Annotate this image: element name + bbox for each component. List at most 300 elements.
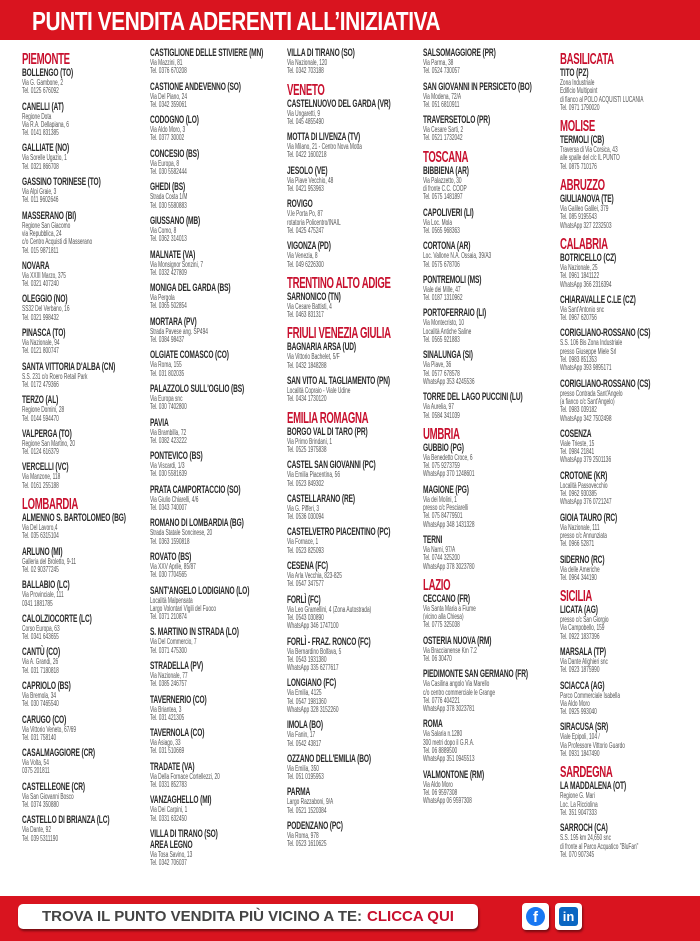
store-name: NOVARA xyxy=(22,259,50,272)
store-name: MORTARA (PV) xyxy=(150,315,197,328)
store-phone: Tel. 0343 740007 xyxy=(150,503,187,513)
store-name: CANTÙ (CO) xyxy=(22,646,61,659)
store-phone: Tel. 0321 866708 xyxy=(22,161,59,171)
store-name: CROTONE (KR) xyxy=(560,469,608,482)
store-phone: Tel. 0966 52871 xyxy=(560,539,595,549)
store-name: COSENZA xyxy=(560,427,592,440)
store-address: presso c/c Annunziata xyxy=(560,530,607,540)
store-entry xyxy=(150,182,286,210)
store-address: S.S. 231 c/o Roero Retail Park xyxy=(22,371,88,381)
store-address: Via delle Americhe xyxy=(560,564,600,574)
store-entry xyxy=(150,250,286,278)
store-phone: Tel. 045 4855490 xyxy=(287,116,324,126)
store-phone: Tel. 031 510669 xyxy=(150,746,185,756)
store-entry xyxy=(423,350,559,386)
store-address: Via Leo Gramellini, 4 (Zona Autostrada) xyxy=(287,604,372,614)
store-address: c/o Centro Acquisti di Masserano xyxy=(22,237,93,247)
store-phone: Tel. 075 84779501 xyxy=(423,511,463,521)
store-phone: WhatsApp 378 3023781 xyxy=(423,704,475,714)
store-address: Parco Commerciale Isabella xyxy=(560,690,621,700)
linkedin-button[interactable] xyxy=(555,903,582,930)
store-address: Regione San Martino, 20 xyxy=(22,438,76,448)
store-name: GIUSSANO (MB) xyxy=(150,214,201,227)
store-address: Via Montecristo, 10 xyxy=(423,318,465,328)
store-entry xyxy=(150,762,286,790)
store-address: c/o centro commerciale le Grange xyxy=(423,687,496,697)
store-entry xyxy=(560,253,696,289)
store-entry xyxy=(22,580,158,608)
store-address: Via Europa, 8 xyxy=(150,158,180,168)
store-address: Via Sorelle Ugazio, 1 xyxy=(22,153,67,163)
store-name: CECCANO (FR) xyxy=(423,592,470,605)
store-address: Via Narni, 97/A xyxy=(423,544,456,554)
store-phone: Tel. 0565 921883 xyxy=(423,335,460,345)
store-phone: Tel. 070 907345 xyxy=(560,849,595,859)
store-address: Via dei Molini, 1 xyxy=(423,494,457,504)
store-address: Via Fornace, 1 xyxy=(287,537,319,547)
store-entry xyxy=(287,754,423,782)
store-name: BOTRICELLO (CZ) xyxy=(560,251,617,264)
region-heading: UMBRIA xyxy=(423,425,460,443)
store-phone: Tel. 0384 98437 xyxy=(150,335,185,345)
region-heading: PIEMONTE xyxy=(22,51,70,68)
region-heading: VENETO xyxy=(287,81,325,99)
store-phone: 0375 201811 xyxy=(22,766,50,776)
store-phone: Tel. 0922 1837396 xyxy=(560,631,600,641)
store-phone: Tel. 0377 30002 xyxy=(150,133,185,143)
store-name: TAVERNERIO (CO) xyxy=(150,693,207,706)
store-phone: WhatsApp 366 2316394 xyxy=(560,279,612,289)
store-name: CANELLI (AT) xyxy=(22,100,64,113)
store-address: Via Roma, 978 xyxy=(287,831,319,841)
store-phone: WhatsApp 346 1747100 xyxy=(287,621,339,631)
store-address: presso c/c San Giorgio xyxy=(560,615,609,625)
store-entry xyxy=(287,427,423,455)
store-phone: WhatsApp 335 6277617 xyxy=(287,663,339,673)
page-header xyxy=(0,0,700,40)
store-address: Via Parma, 38 xyxy=(423,58,454,67)
store-name: SINALUNGA (SI) xyxy=(423,349,473,362)
store-entry xyxy=(560,68,696,112)
store-address: Via Pergola xyxy=(150,293,175,303)
store-phone: Tel. 030 7402800 xyxy=(150,402,187,412)
store-phone: Tel. 0523 1610625 xyxy=(287,839,327,849)
store-address: Via Provinciale, 111 xyxy=(22,590,64,600)
store-address: 300 metri dopo il G.R.A. xyxy=(423,737,475,747)
store-address: Via Emilia, 4125 xyxy=(287,688,322,698)
store-phone: Tel. 0964 344190 xyxy=(560,572,597,582)
store-entry xyxy=(423,594,559,630)
store-phone: Tel. 0425 475247 xyxy=(287,225,324,235)
store-phone: Tel. 0875 710176 xyxy=(560,161,597,171)
store-phone: Tel. 0342 703188 xyxy=(287,66,324,76)
store-entry xyxy=(287,678,423,714)
region-heading: MOLISE xyxy=(560,118,596,136)
store-entry xyxy=(423,443,559,479)
store-address: Regione San Giacomo xyxy=(22,220,71,230)
store-phone: Tel. 0744 325200 xyxy=(423,553,460,563)
store-phone: Tel. 030 7704565 xyxy=(150,570,187,580)
store-phone: Tel. 039 5311190 xyxy=(22,833,59,843)
store-column xyxy=(560,48,696,865)
store-name: CASTIONE ANDEVENNO (SO) xyxy=(150,80,241,93)
store-entry xyxy=(22,261,158,289)
store-address: Località Copraio - Viale Udine xyxy=(287,386,351,396)
store-address: Via Della Fornace Cortellezzi, 20 xyxy=(150,771,220,781)
store-name: CASTELVETRO PIACENTINO (PC) xyxy=(287,526,391,539)
store-entry xyxy=(287,199,423,235)
store-phone: Tel. 0565 968363 xyxy=(423,225,460,235)
store-phone: Tel. 0125 676092 xyxy=(22,86,59,96)
store-phone: Tel. 0385 246757 xyxy=(150,679,187,689)
store-name: ROMA xyxy=(423,718,443,731)
store-entry xyxy=(560,722,696,758)
store-name: CASTIGLIONE DELLE STIVIERE (MN) xyxy=(150,47,264,59)
store-phone: Tel. 030 5582444 xyxy=(150,167,187,177)
store-name: PALAZZOLO SULL'OGLIO (BS) xyxy=(150,382,245,395)
store-phone: Tel. 0321 998432 xyxy=(22,312,59,322)
store-address: Via Volta, 54 xyxy=(22,758,49,768)
store-address: di fronte C.C. COOP xyxy=(423,184,467,194)
store-name: IMOLA (BO) xyxy=(287,719,323,732)
store-address: alle spalle del c/c IL PUNTO xyxy=(560,153,620,163)
store-address: Loc. La Ricciolina xyxy=(560,799,598,809)
store-phone: Tel. 0331 632450 xyxy=(150,813,187,823)
store-entry xyxy=(423,275,559,303)
store-entry xyxy=(560,681,696,717)
store-name: BOLLENGO (TO) xyxy=(22,67,74,79)
store-phone: Tel. 0124 616379 xyxy=(22,447,59,457)
store-entry xyxy=(423,719,559,763)
store-address: Via Vittorio Bachelet, 5/F xyxy=(287,352,340,362)
store-address: rotatoria Policentro/INAIL xyxy=(287,217,341,227)
store-phone: Tel. 0463 831317 xyxy=(287,310,324,320)
store-phone: Tel. 0983 039182 xyxy=(560,405,597,415)
store-address: Via Nazionale, 120 xyxy=(287,58,328,67)
store-entry xyxy=(150,829,286,868)
store-phone: Tel. 06 9597308 xyxy=(423,787,458,797)
store-address: SS32 Del Verbano, 16 xyxy=(22,304,70,314)
region-heading: TOSCANA xyxy=(423,148,469,166)
store-phone: Tel. 0931 1847490 xyxy=(560,749,600,759)
store-address: Via Del Lavoro,4 xyxy=(22,523,58,533)
store-phone: Tel. 06 30470 xyxy=(423,653,452,663)
store-column xyxy=(22,48,158,849)
store-phone: WhatsApp 348 1431328 xyxy=(423,519,475,529)
store-phone: Tel. 011 9602646 xyxy=(22,195,59,205)
store-phone: Tel. 0434 1730120 xyxy=(287,394,327,404)
store-phone: Tel. 0967 620756 xyxy=(560,313,597,323)
store-entry xyxy=(150,451,286,479)
store-name: JESOLO (VE) xyxy=(287,164,328,177)
linkedin-icon: in xyxy=(559,907,578,926)
store-address: di fianco al POLO ACQUISTI LUCANIA xyxy=(560,94,644,104)
store-phone: Tel. 0172 479366 xyxy=(22,379,59,389)
store-address: Via Bremola, 34 xyxy=(22,690,57,700)
store-phone: Tel. 0962 930385 xyxy=(560,489,597,499)
store-name-line2: AREA LEGNO xyxy=(150,838,193,851)
store-address: Via Roma, 155 xyxy=(150,360,182,370)
store-address: di fronte al Parco Acquatico "BluFan" xyxy=(560,841,639,851)
store-entry xyxy=(560,647,696,675)
store-entry xyxy=(22,748,158,776)
store-entry xyxy=(22,68,158,96)
store-name: OZZANO DELL'EMILIA (BO) xyxy=(287,752,371,765)
store-address: Via Nazionale, 77 xyxy=(150,670,188,680)
store-address: Via R.A. Dellapiana, 6 xyxy=(22,119,69,129)
store-phone: Tel. 031 7180818 xyxy=(22,665,59,675)
store-address: Edificio Multipoint xyxy=(560,86,598,96)
store-name: PODENZANO (PC) xyxy=(287,820,343,833)
store-phone: Tel. 0543 1931380 xyxy=(287,654,327,664)
store-name: SAN GIOVANNI IN PERSICETO (BO) xyxy=(423,80,532,93)
store-phone: Tel. 0547 1981360 xyxy=(287,696,327,706)
store-address: Via Nazionale, 94 xyxy=(22,338,60,348)
store-address: Viale Trieste, 15 xyxy=(560,438,595,448)
store-name: GALLIATE (NO) xyxy=(22,142,70,155)
store-phone: Tel. 0521 1732042 xyxy=(423,133,463,143)
store-name: MASSERANO (BI) xyxy=(22,209,77,222)
store-entry xyxy=(150,82,286,110)
store-entry xyxy=(287,99,423,127)
store-address: (a fianco c/c Sant'Angelo) xyxy=(560,396,615,406)
store-entry xyxy=(287,561,423,589)
store-phone: Tel. 049 6226300 xyxy=(287,259,324,269)
store-phone: Tel. 0925 993040 xyxy=(560,707,597,717)
store-address: Largo Razzaboni, 9/A xyxy=(287,797,334,807)
store-name: CALOLZIOCORTE (LC) xyxy=(22,612,92,625)
store-entry xyxy=(150,695,286,723)
store-name: VILLA DI TIRANO (SO) xyxy=(150,827,218,840)
store-address: Via Professore Vittorio Guardo xyxy=(560,740,625,750)
store-name: PONTREMOLI (MS) xyxy=(423,273,482,286)
region-heading: SICILIA xyxy=(560,588,593,606)
store-address: Via Primo Brindani, 1 xyxy=(287,436,332,446)
store-entry xyxy=(22,362,158,390)
region-heading: TRENTINO ALTO ADIGE xyxy=(287,274,391,292)
store-name: PARMA xyxy=(287,786,311,799)
store-phone: Tel. 351 9047333 xyxy=(560,807,597,817)
store-phone: WhatsApp 378 3023780 xyxy=(423,561,475,571)
store-address: Regione Dota xyxy=(22,111,52,121)
store-entry xyxy=(560,429,696,465)
store-entry xyxy=(423,636,559,664)
store-entry xyxy=(560,823,696,859)
store-entry xyxy=(287,720,423,748)
store-entry xyxy=(287,342,423,370)
store-address: V.le Porta Po, 87 xyxy=(287,209,323,219)
store-address: Via XXIII Marzo, 375 xyxy=(22,270,66,280)
store-entry xyxy=(423,208,559,236)
store-name: MAGIONE (PG) xyxy=(423,483,469,496)
store-name: VILLA DI TIRANO (SO) xyxy=(287,47,355,59)
store-phone: Tel. 0525 1975838 xyxy=(287,444,327,454)
store-entry xyxy=(150,149,286,177)
store-entry xyxy=(560,135,696,171)
store-address: S.S. 106 Bis Zona Industriale xyxy=(560,338,623,348)
store-entry xyxy=(287,460,423,488)
store-address: Via Milano, 21 - Centro Nova Motta xyxy=(287,142,362,152)
store-name: GASSINO TORINESE (TO) xyxy=(22,176,101,189)
facebook-glyph: f xyxy=(533,909,538,926)
store-entry xyxy=(423,115,559,143)
facebook-button[interactable] xyxy=(522,903,549,930)
store-phone: Tel. 051 0195953 xyxy=(287,772,324,782)
store-address: Via Aldo Moro xyxy=(560,698,590,708)
store-entry xyxy=(22,211,158,255)
store-name: MONIGA DEL GARDA (BS) xyxy=(150,282,231,295)
store-name: GHEDI (BS) xyxy=(150,181,186,194)
store-entry xyxy=(22,143,158,171)
store-name: CHIARAVALLE C.LE (CZ) xyxy=(560,293,636,306)
store-entry xyxy=(150,661,286,689)
store-entry xyxy=(287,787,423,815)
store-name: LICATA (AG) xyxy=(560,604,598,617)
store-phone: Tel. 0524 730057 xyxy=(423,66,460,76)
store-entry xyxy=(423,241,559,269)
store-phone: Tel. 0775 325038 xyxy=(423,620,460,630)
store-entry xyxy=(22,614,158,642)
store-phone: Tel. 0523 849302 xyxy=(287,478,324,488)
store-name: LA MADDALENA (OT) xyxy=(560,780,627,793)
store-name: FORLÌ (FC) xyxy=(287,593,321,606)
store-entry xyxy=(560,379,696,423)
store-name: CORTONA (AR) xyxy=(423,240,471,253)
store-phone: Tel. 0543 030890 xyxy=(287,612,324,622)
store-entry xyxy=(22,294,158,322)
facebook-icon xyxy=(526,907,545,926)
store-phone: WhatsApp 351 0945513 xyxy=(423,754,475,764)
store-entry xyxy=(22,177,158,205)
store-name: CODOGNO (LO) xyxy=(150,114,199,127)
store-phone: Tel. 0331 852783 xyxy=(150,780,187,790)
store-entry xyxy=(423,392,559,420)
store-address: presso c/c Pesciarelli xyxy=(423,503,469,513)
store-name: CESENA (FC) xyxy=(287,560,328,573)
store-phone: Tel. 035 6315104 xyxy=(22,531,59,541)
store-address: Via G. Pifferi, 3 xyxy=(287,503,320,513)
store-entry xyxy=(287,637,423,673)
store-phone: Tel. 0577 678578 xyxy=(423,368,460,378)
store-entry xyxy=(22,429,158,457)
store-entry xyxy=(22,547,158,575)
store-address: Via Como, 8 xyxy=(150,225,177,235)
store-name: SIDERNO (RC) xyxy=(560,553,605,566)
store-address: Via Sant'Antonio snc xyxy=(560,304,605,314)
store-entry xyxy=(423,485,559,529)
store-phone: Tel. 0121 800747 xyxy=(22,346,59,356)
store-phone: Tel. 0547 347577 xyxy=(287,579,324,589)
store-entry xyxy=(423,166,559,202)
store-address: Via Santa Maria a Fiume xyxy=(423,603,476,613)
store-phone: Tel. 015 9871811 xyxy=(22,245,59,255)
store-name: OLEGGIO (NO) xyxy=(22,293,68,306)
store-address: Via Bernardino Bolfava, 5 xyxy=(287,646,342,656)
store-phone: Tel. 0363 1590818 xyxy=(150,536,190,546)
store-address: Via Monsignor Sonzini, 7 xyxy=(150,259,204,269)
store-entry xyxy=(150,317,286,345)
store-name: SAN VITO AL TAGLIAMENTO (PN) xyxy=(287,375,390,388)
store-entry xyxy=(150,728,286,756)
store-phone: Tel. 0161 255188 xyxy=(22,480,59,490)
store-phone: Tel. 0332 427809 xyxy=(150,267,187,277)
store-name: VERCELLI (VC) xyxy=(22,461,69,474)
store-address: Via Campobello, 159 xyxy=(560,623,605,633)
store-name: SARROCH (CA) xyxy=(560,822,608,835)
store-address: Via Emilia Piacentina, 56 xyxy=(287,470,341,480)
store-entry xyxy=(560,194,696,230)
store-entry xyxy=(287,527,423,555)
store-name: TRAVERSETOLO (PR) xyxy=(423,114,491,127)
store-name: GIULIANOVA (TE) xyxy=(560,193,614,206)
store-phone: Tel. 031 421305 xyxy=(150,712,185,722)
store-phone: Tel. 0575 1481897 xyxy=(423,192,463,202)
store-entry xyxy=(22,647,158,675)
store-address: Viale Epipoli, 104 / xyxy=(560,732,600,742)
store-entry xyxy=(287,166,423,194)
store-phone: Tel. 0923 1875990 xyxy=(560,665,600,675)
store-address: Traversa di Via Corsica, 43 xyxy=(560,145,618,155)
store-entry xyxy=(423,308,559,344)
store-address: Via Arla Vecchia, 823-825 xyxy=(287,571,342,581)
store-name: MOTTA DI LIVENZA (TV) xyxy=(287,131,361,144)
store-entry xyxy=(150,216,286,244)
store-phone: Tel. 0584 341039 xyxy=(423,410,460,420)
click-here-link[interactable]: CLICCA QUI xyxy=(367,908,454,925)
find-store-label: TROVA IL PUNTO VENDITA PIÙ VICINO A TE: xyxy=(42,908,363,925)
store-address: Via Piave, 36 xyxy=(423,360,452,370)
store-name: VALMONTONE (RM) xyxy=(423,768,485,781)
store-address: Viale dei Mille, 47 xyxy=(423,284,461,294)
store-name: CAPRIOLO (BS) xyxy=(22,679,71,692)
store-name: CASTELNUOVO DEL GARDA (VR) xyxy=(287,97,391,110)
store-entry xyxy=(423,48,559,76)
store-entry xyxy=(560,605,696,641)
store-entry xyxy=(150,283,286,311)
store-name: OSTERIA NUOVA (RM) xyxy=(423,634,492,647)
store-entry xyxy=(150,586,286,622)
store-entry xyxy=(560,328,696,372)
store-entry xyxy=(150,418,286,446)
store-name: SANTA VITTORIA D'ALBA (CN) xyxy=(22,360,116,373)
store-address: Via XXV Aprile, 85/87 xyxy=(150,561,196,571)
store-address: Via Venezia, 8 xyxy=(287,251,318,261)
find-store-button[interactable] xyxy=(18,904,478,929)
store-address: Via Modena, 72/A xyxy=(423,91,462,101)
store-name: VALPERGA (TO) xyxy=(22,427,72,440)
page-title: PUNTI VENDITA ADERENTI ALL’INIZIATIVA xyxy=(32,6,441,36)
store-address: Zona Industriale xyxy=(560,78,595,87)
store-address: Via Tosa Savino, 13 xyxy=(150,849,193,859)
store-phone: Tel. 0523 825093 xyxy=(287,545,324,555)
store-name: CAPOLIVERI (LI) xyxy=(423,206,474,219)
store-name: BORGO VAL DI TARO (PR) xyxy=(287,425,368,438)
store-phone: WhatsApp 353 4245536 xyxy=(423,376,475,386)
store-name: TERMOLI (CB) xyxy=(560,134,605,147)
store-entry xyxy=(22,462,158,490)
store-name: FORLÌ - FRAZ. RONCO (FC) xyxy=(287,635,371,648)
store-phone: Tel. 0371 210874 xyxy=(150,612,187,622)
store-name: CONCESIO (BS) xyxy=(150,147,200,160)
store-entry xyxy=(287,48,423,76)
store-address: Via Mazzini, 81 xyxy=(150,58,183,67)
store-address: Via Dei Carpini, 1 xyxy=(150,805,188,815)
store-phone: Tel. 0365 502854 xyxy=(150,301,187,311)
store-name: PINASCA (TO) xyxy=(22,327,66,340)
store-address: Via Asiago, 33 xyxy=(150,738,181,748)
store-name: PRATA CAMPORTACCIO (SO) xyxy=(150,483,241,496)
store-address: Località Malpensata xyxy=(150,595,193,605)
